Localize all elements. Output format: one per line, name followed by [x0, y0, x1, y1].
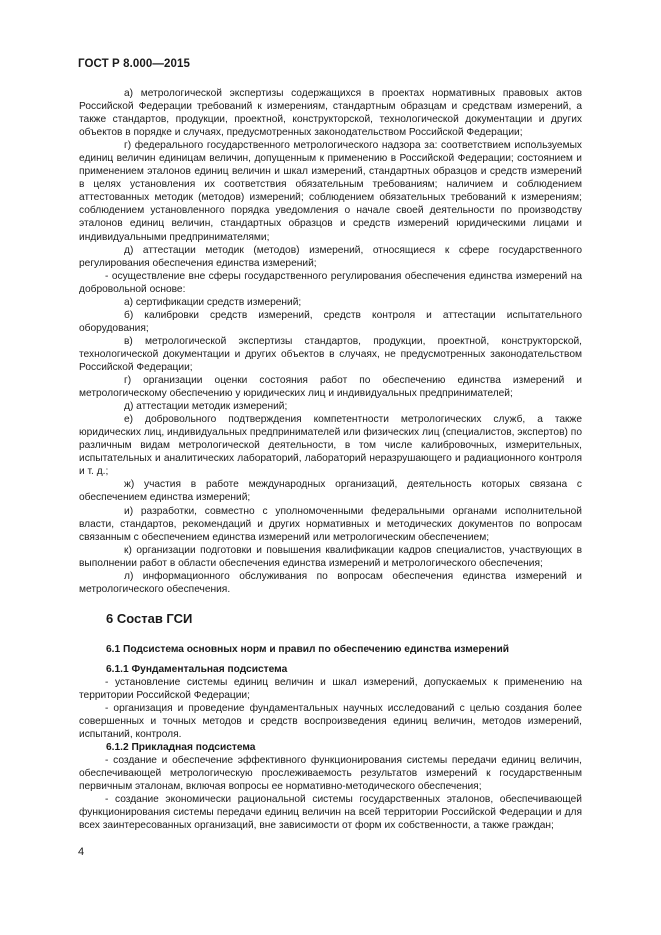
- section-6-heading: 6 Состав ГСИ: [106, 610, 193, 626]
- paragraph: д) аттестации методик (методов) измерений, относящиеся к сфере государственного регулирования обеспечения единства измерений;: [79, 244, 582, 269]
- paragraph: г) федерального государственного метрологического надзора за: соответствием используемых единиц величин единицам величин, допущенным к применению в Российской Федерации; состоянием и применением эталонов единиц величин и шкал измерений, стандартных образцов и средств измерений в целях установления их соответствия обязательным требованиям; наличием и соблюдением аттестованных методик (методов) измерений; соблюдением обязательных требований к измерениям; соблюдением установленного порядка уведомления о начале своей деятельности по производству эталонов единиц величин, стандартных образцов и средств измерений юридическими лицами и индивидуальными предпринимателями;: [79, 140, 582, 243]
- paragraph: г) организации оценки состояния работ по обеспечению единства измерений и метрологическому обеспечению у юридических лиц и индивидуальных предпринимателей;: [79, 375, 582, 400]
- list-item: - установление системы единиц величин и шкал измерений, допускаемых к применению на территории Российской Федерации;: [79, 676, 582, 701]
- paragraph: к) организации подготовки и повышения квалификации кадров специалистов, участвующих в выполнении работ в области обеспечения единства измерений и метрологического обеспечения;: [79, 544, 582, 569]
- paragraph: - осуществление вне сферы государственного регулирования обеспечения единства измерений на добровольной основе:: [79, 270, 582, 295]
- paragraph: в) метрологической экспертизы стандартов, продукции, проектной, конструкторской, технологической документации и других объектов в случаях, не предусмотренных законодательством Российской Федерации;: [79, 335, 582, 373]
- paragraph: ж) участия в работе международных организаций, деятельность которых связана с обеспечением единства измерений;: [79, 479, 582, 504]
- subsection-6-1-heading: 6.1 Подсистема основных норм и правил по обеспечению единства измерений: [106, 643, 509, 655]
- paragraph: а) сертификации средств измерений;: [124, 296, 302, 308]
- list-item: - создание и обеспечение эффективного функционирования системы передачи единиц величин, обеспечивающей метрологическую прослеживаемость результатов измерений к государственным первичным эталонам, включая вопросы ее нормативно-методического обеспечения;: [79, 755, 582, 793]
- subsection-6-1-2-heading: 6.1.2 Прикладная подсистема: [106, 742, 256, 754]
- list-item: - организация и проведение фундаментальных научных исследований с целью создания более совершенных и точных методов и средств воспроизведения единиц величин, методов измерений, испытаний, контроля.: [79, 702, 582, 741]
- paragraph: б) калибровки средств измерений, средств контроля и аттестации испытательного оборудования;: [79, 309, 582, 334]
- document-header-title: ГОСТ Р 8.000—2015: [78, 58, 190, 70]
- document-body: [79, 87, 582, 832]
- paragraph: е) добровольного подтверждения компетентности метрологических служб, а также юридических лиц, индивидуальных предпринимателей или физических лиц (специалистов, экспертов) по различным видам метрологической деятельности, в том числе калибровочных, измерительных, испытательных и аналитических лабораторий, лабораторий неразрушающего и радиационного контроля и т. д.;: [79, 414, 582, 478]
- page-number: 4: [78, 846, 85, 858]
- paragraph: а) метрологической экспертизы содержащихся в проектах нормативных правовых актов Российской Федерации требований к измерениям, стандартным образцам и средствам измерений, а также стандартов, продукции, проектной, конструкторской, технологической документации и других объектов в порядке и случаях, предусмотренных законодательством Российской Федерации;: [79, 88, 582, 139]
- paragraph: д) аттестации методик измерений;: [124, 401, 288, 413]
- subsection-6-1-1-heading: 6.1.1 Фундаментальная подсистема: [106, 663, 288, 675]
- paragraph: л) информационного обслуживания по вопросам обеспечения единства измерений и метрологического обеспечения.: [79, 570, 582, 595]
- paragraph: и) разработки, совместно с уполномоченными федеральными органами исполнительной власти, стандартов, рекомендаций и других нормативных и методических документов по вопросам связанным с обеспечением единства измерений или метрологическим обеспечением;: [79, 505, 582, 543]
- list-item: - создание экономически рациональной системы государственных эталонов, обеспечивающей функционирования системы передачи единиц величин на всей территории Российской Федерации и для всех заинтересованных организаций, вне зависимости от форм их собственности, а также граждан;: [79, 794, 582, 832]
